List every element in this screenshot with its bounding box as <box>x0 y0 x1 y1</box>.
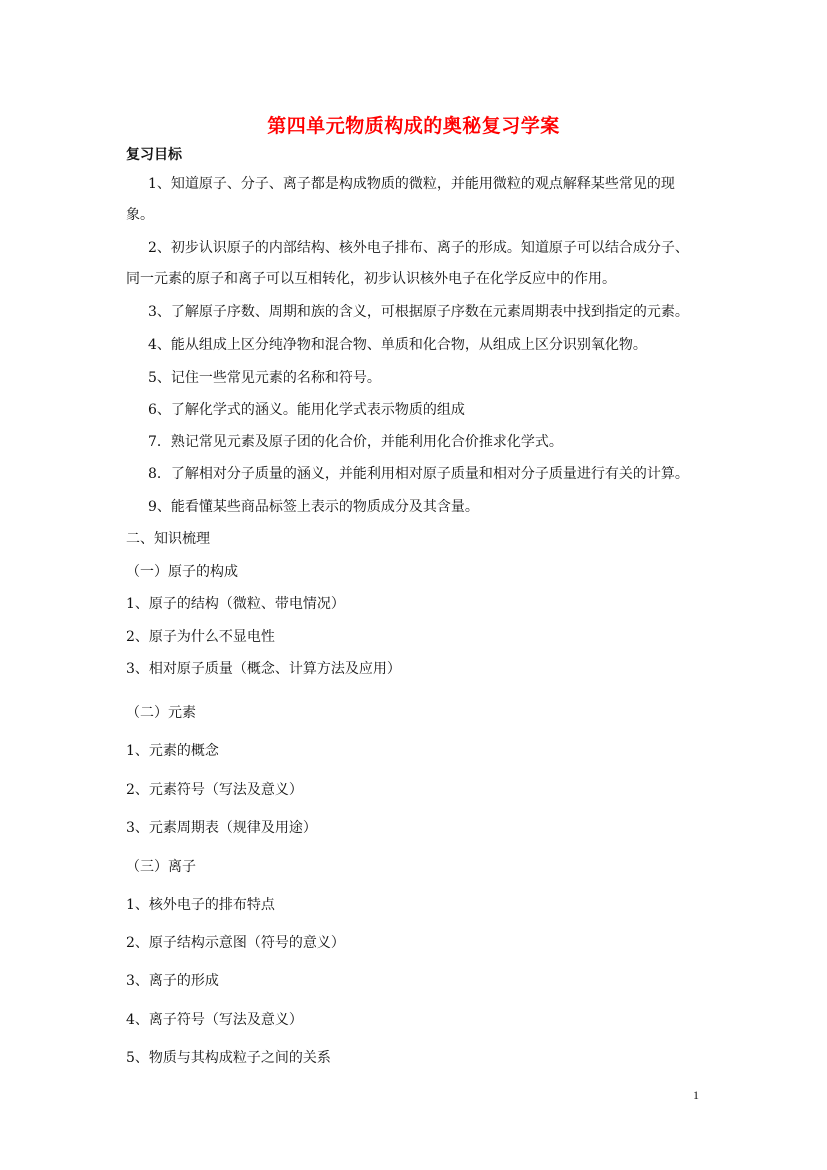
list-item: 2、元素符号（写法及意义） <box>126 782 303 798</box>
goals-heading: 复习目标 <box>126 147 182 163</box>
page-title: 第四单元物质构成的奥秘复习学案 <box>267 115 560 137</box>
list-item: 3、离子的形成 <box>126 973 219 989</box>
list-item: 2、原子为什么不显电性 <box>126 629 275 645</box>
goal-item: 象。 <box>126 207 154 223</box>
list-item: 1、核外电子的排布特点 <box>126 897 275 913</box>
knowledge-heading: 二、知识梳理 <box>126 531 210 547</box>
list-item: 5、物质与其构成粒子之间的关系 <box>126 1050 331 1066</box>
list-item: 1、原子的结构（微粒、带电情况） <box>126 596 345 612</box>
goal-item: 2、初步认识原子的内部结构、核外电子排布、离子的形成。知道原子可以结合成分子、 <box>148 240 689 256</box>
goal-item: 1、知道原子、分子、离子都是构成物质的微粒，并能用微粒的观点解释某些常见的现 <box>148 176 675 192</box>
goal-item: 同一元素的原子和离子可以互相转化，初步认识核外电子在化学反应中的作用。 <box>126 271 616 287</box>
goal-item: 4、能从组成上区分纯净物和混合物、单质和化合物，从组成上区分识别氧化物。 <box>148 337 647 353</box>
part1-heading: （一）原子的构成 <box>126 564 238 580</box>
list-item: 1、元素的概念 <box>126 743 219 759</box>
part2-heading: （二）元素 <box>126 705 196 721</box>
page-number: 1 <box>693 1088 699 1102</box>
goal-item: 6、了解化学式的涵义。能用化学式表示物质的组成 <box>148 402 465 418</box>
goal-item: 9、能看懂某些商品标签上表示的物质成分及其含量。 <box>148 499 479 515</box>
goal-item: 7．熟记常见元素及原子团的化合价，并能利用化合价推求化学式。 <box>148 434 563 450</box>
goal-item: 5、记住一些常见元素的名称和符号。 <box>148 370 381 386</box>
goal-item: 3、了解原子序数、周期和族的含义，可根据原子序数在元素周期表中找到指定的元素。 <box>148 304 689 320</box>
goal-item: 8．了解相对分子质量的涵义，并能利用相对原子质量和相对分子质量进行有关的计算。 <box>148 466 689 482</box>
list-item: 2、原子结构示意图（符号的意义） <box>126 935 345 951</box>
part3-heading: （三）离子 <box>126 859 196 875</box>
list-item: 3、元素周期表（规律及用途） <box>126 820 317 836</box>
list-item: 3、相对原子质量（概念、计算方法及应用） <box>126 661 401 677</box>
list-item: 4、离子符号（写法及意义） <box>126 1012 303 1028</box>
